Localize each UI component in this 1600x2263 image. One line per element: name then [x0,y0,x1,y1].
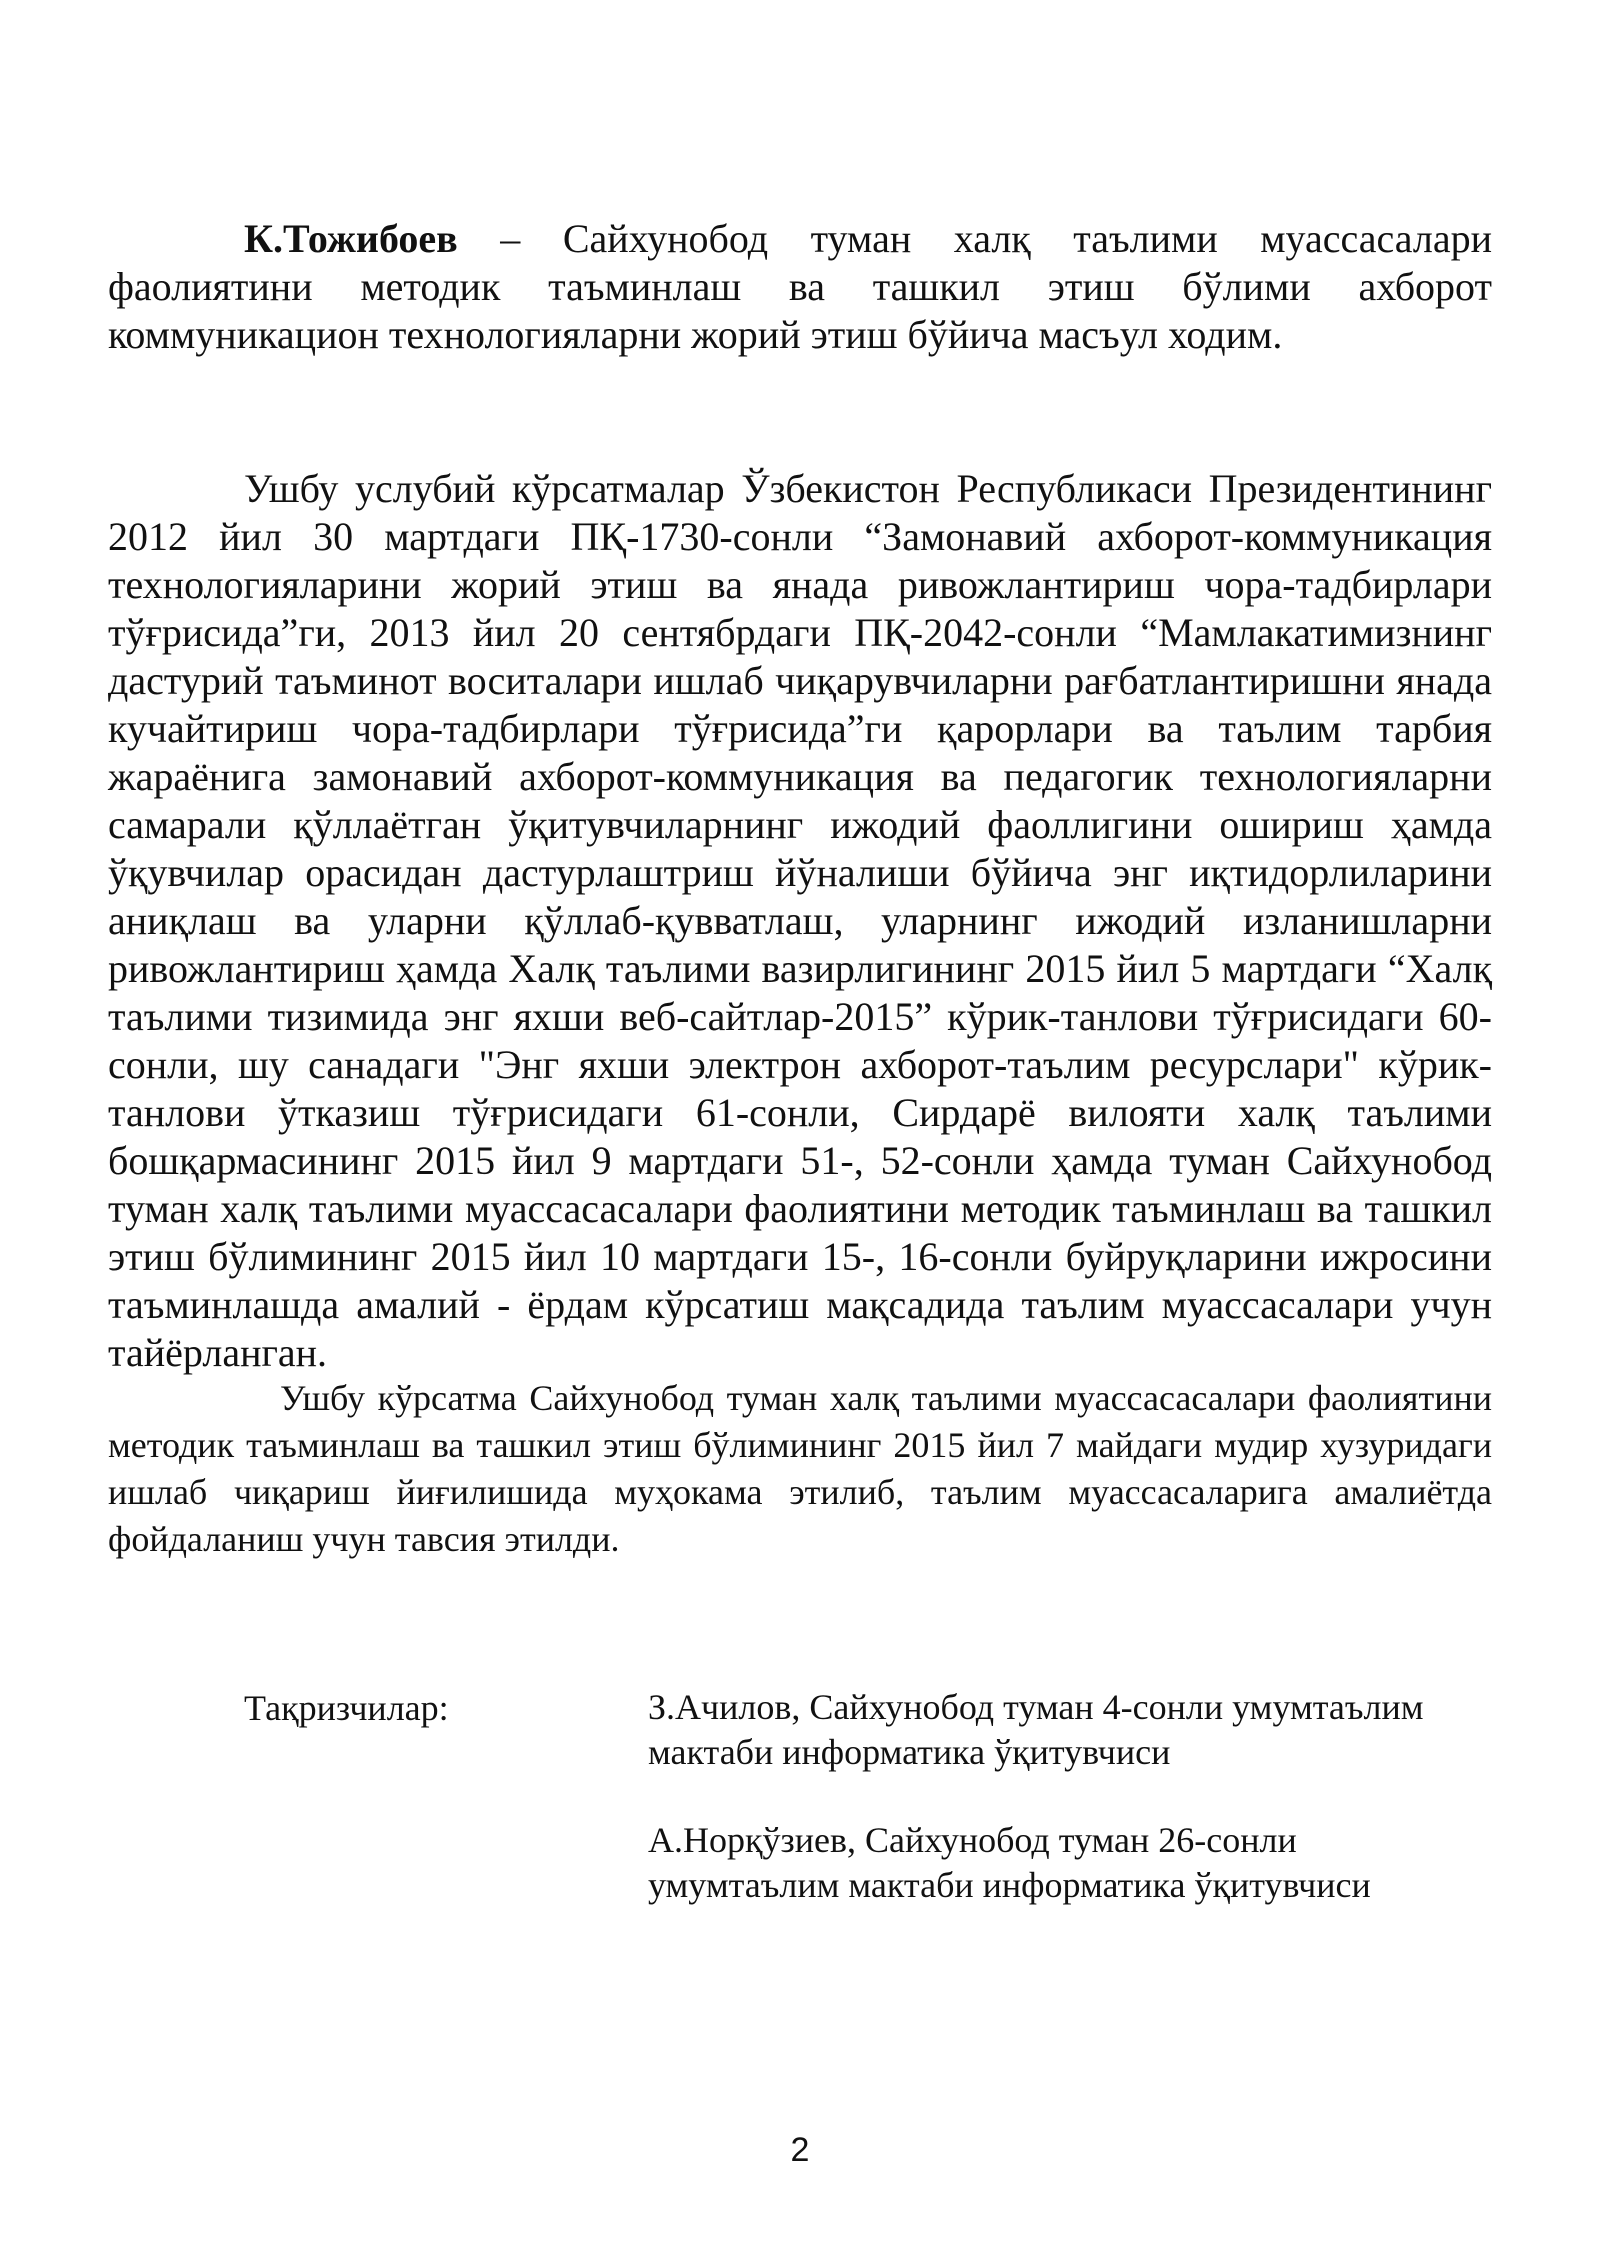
reviewer-line: умумтаълим мактаби информатика ўқитувчиси [648,1865,1371,1905]
reviewer-entry [648,1818,1508,1908]
reviewer-line: З.Ачилов, Сайхунобод туман 4-сонли умумтаълим [648,1687,1424,1727]
approval-paragraph: Ушбу кўрсатма Сайхунобод туман халқ таълими муассасасалари фаолиятини методик таъминлаш ва ташкил этиш бўлимининг 2015 йил 7 майдаги мудир хузуридаги ишлаб чиқариш йиғилишида муҳокама этилиб, таълим муассасаларига амалиётда фойдаланиш учун тавсия этилди. [108,1378,1492,1559]
page-number: 2 [790,2131,810,2169]
main-paragraph: Ушбу услубий кўрсатмалар Ўзбекистон Республикаси Президентининг 2012 йил 30 мартдаги ПҚ-1730-сонли “Замонавий ахборот-коммуникация технологияларини жорий этиш ва янада ривожлантириш чора-тадбирлари тўғрисида”ги, 2013 йил 20 сентябрдаги ПҚ-2042-сонли “Мамлакатимизнинг дастурий таъминот воситалари ишлаб чиқарувчиларни рағбатлантиришни янада кучайтириш чора-тадбирлари тўғрисида”ги қарорлари ва таълим тарбия жараёнига замонавий ахборот-коммуникация ва педагогик технологияларни самарали қўллаётган ўқитувчиларнинг ижодий фаоллигини ошириш ҳамда ўқувчилар орасидан дастурлаштриш йўналиши бўйича энг иқтидорлиларини аниқлаш ва уларни қўллаб-қувватлаш, уларнинг ижодий изланишларни ривожлантириш ҳамда Халқ таълими вазирлигининг 2015 йил 5 мартдаги “Халқ таълими тизимида энг яхши веб-сайтлар-2015” кўрик-танлови тўғрисидаги 60-сонли, шу санадаги "Энг яхши электрон ахборот-таълим ресурслари" кўрик-танлови ўтказиш тўғрисидаги 61-сонли, Сирдарё вилояти халқ таълими бошқармасининг 2015 йил 9 мартдаги 51-, 52-сонли ҳамда туман Сайхунобод туман халқ таълими муассасасалари фаолиятини методик таъминлаш ва ташкил этиш бўлимининг 2015 йил 10 мартдаги 15-, 16-сонли буйруқларини ижросини таъминлашда амалий - ёрдам кўрсатиш мақсадида таълим муассасалари учун тайёрланган. [108,466,1492,1375]
author-paragraph [108,215,1492,359]
author-name: К.Тожибоев [244,216,458,261]
reviewer-entry [648,1685,1508,1775]
reviewer-line: мактаби информатика ўқитувчиси [648,1732,1171,1772]
reviewers-label: Тақризчилар: [244,1688,449,1728]
reviewer-line: А.Норқўзиев, Сайхунобод туман 26-сонли [648,1820,1297,1860]
author-description: – Сайхунобод туман халқ таълими муассасалари фаолиятини методик таъминлаш ва ташкил этиш бўлими ахборот коммуникацион технологияларни жорий этиш бўйича масъул ходим. [108,216,1492,357]
